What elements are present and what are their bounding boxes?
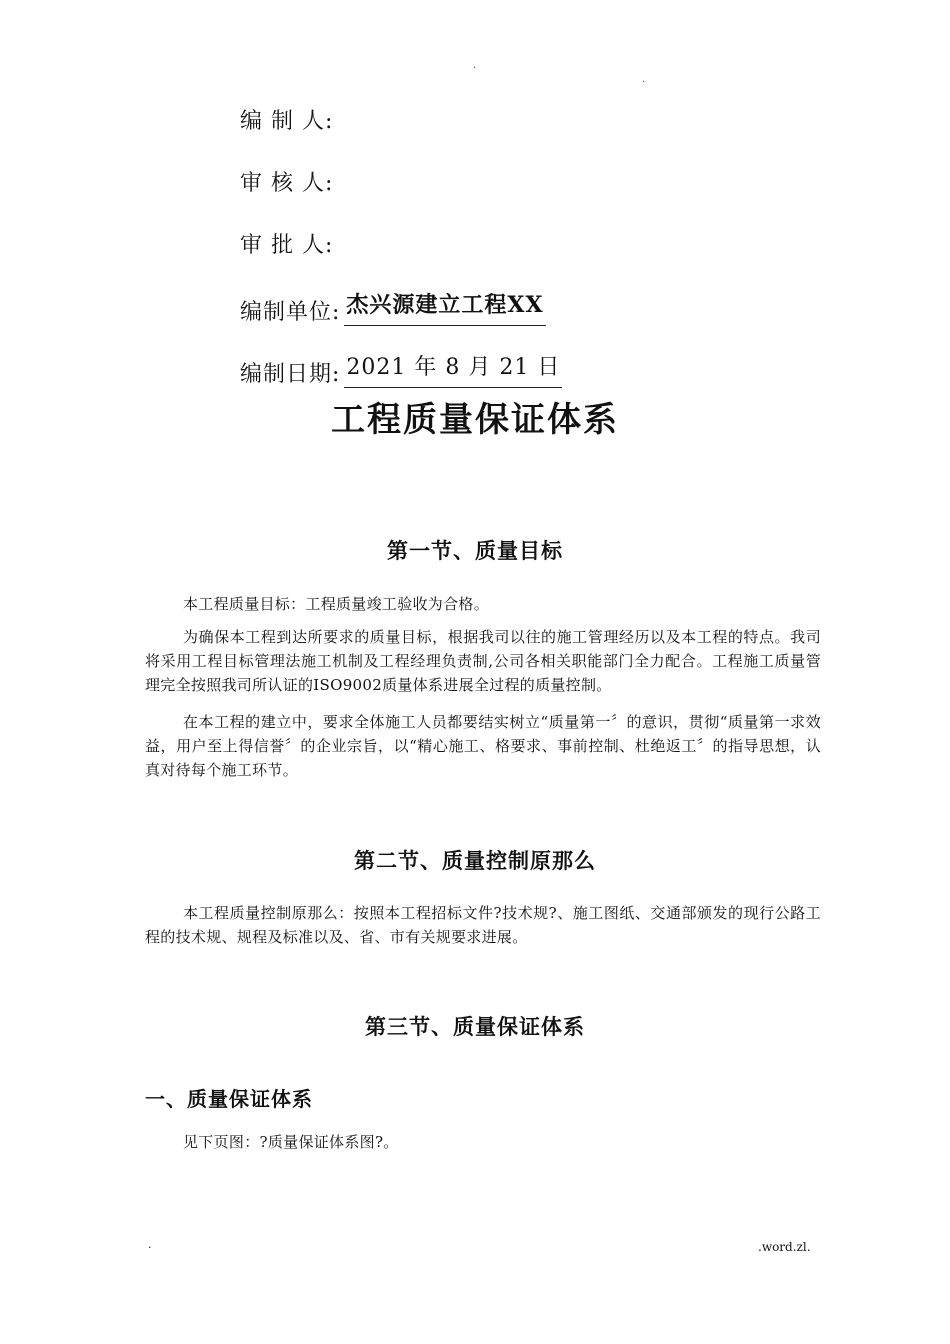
unit-field — [240, 288, 546, 326]
section1-paragraph-2: 为确保本工程到达所要求的质量目标，根据我司以往的施工管理经历以及本工程的特点。我司将采用工程目标管理法施工机制及工程经理负责制,公司各相关职能部门全力配合。工程施工质量管理完全按照我司所认证的ISO9002质量体系进展全过程的质量控制。 — [145, 628, 821, 694]
footer-left-mark: . — [148, 1238, 152, 1251]
header-dot-a: . — [473, 60, 477, 71]
document-title: 工程质量保证体系 — [331, 400, 619, 440]
section2-paragraph-1: 本工程质量控制原那么：按照本工程招标文件?技术规?、施工图纸、交通部颁发的现行公路工程的技术规、规程及标准以及、省、市有关规要求进展。 — [145, 904, 821, 946]
section1-heading: 第一节、质量目标 — [387, 538, 563, 563]
date-field — [240, 350, 562, 388]
approver-label: 审 批 人: — [240, 233, 334, 258]
unit-label: 编制单位: — [240, 300, 341, 325]
unit-value: 杰兴源建立工程XX — [344, 288, 545, 326]
section1-paragraph-1: 本工程质量目标：工程质量竣工验收为合格。 — [183, 595, 490, 613]
compiler-field — [240, 104, 333, 135]
header-dot-b: . — [642, 74, 646, 85]
section3-heading: 第三节、质量保证体系 — [365, 1014, 585, 1039]
reviewer-field — [240, 166, 333, 197]
approver-field — [240, 228, 333, 259]
section1-paragraph-3: 在本工程的建立中，要求全体施工人员都要结实树立“质量第一〞的意识，贯彻“质量第一求效益，用户至上得信誉〞的企业宗旨，以“精心施工、格要求、事前控制、杜绝返工〞的指导思想，认真对待每个施工环节。 — [145, 713, 821, 779]
section3-subheading: 一、质量保证体系 — [145, 1087, 313, 1111]
date-label: 编制日期: — [240, 362, 341, 387]
date-value: 2021 年 8 月 21 日 — [344, 350, 562, 388]
footer-right-mark: .word.zl. — [758, 1240, 811, 1254]
section3-paragraph-1: 见下页图：?质量保证体系图?。 — [183, 1133, 399, 1151]
section2-heading: 第二节、质量控制原那么 — [354, 848, 596, 873]
compiler-label: 编 制 人: — [240, 109, 334, 134]
reviewer-label: 审 核 人: — [240, 171, 334, 196]
